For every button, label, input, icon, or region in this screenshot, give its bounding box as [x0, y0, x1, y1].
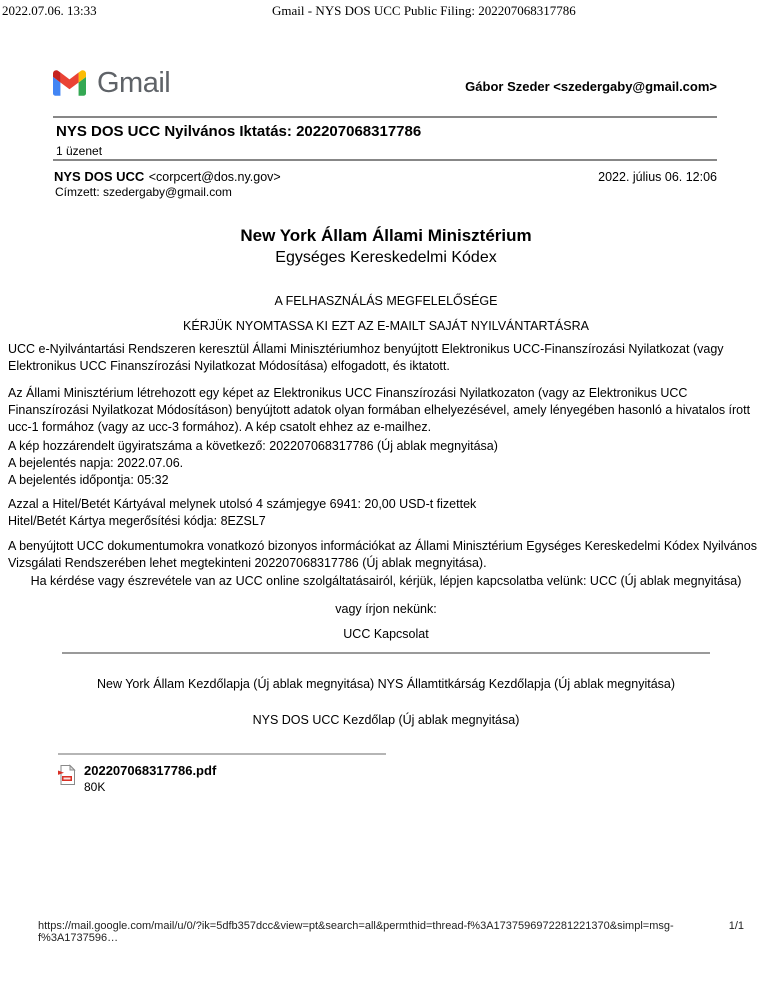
email-body [8, 221, 764, 729]
account-owner: Gábor Szeder <szedergaby@gmail.com> [465, 78, 717, 94]
homepages-links-line: New York Állam Kezdőlapja (Új ablak megnyitása) NYS Államtitkárság Kezdőlapja (Új ablak megnyitása) [96, 677, 676, 691]
print-url: https://mail.google.com/mail/u/0/?ik=5dfb357dcc&view=pt&search=all&permthid=thread-f%3A1737596972281221370&simpl=msg-f%3A1737596… [38, 920, 674, 944]
print-title: Gmail - NYS DOS UCC Public Filing: 202207068317786 [272, 3, 576, 18]
message-date: 2022. július 06. 12:06 [598, 170, 717, 184]
thread-subject: NYS DOS UCC Nyilvános Iktatás: 202207068317786 [56, 123, 422, 140]
paragraph-filing-accepted: UCC e-Nyilvántartási Rendszeren keresztül Állami Minisztériumhoz benyújtott Elektronikus UCC-Finanszírozási Nyilatkozat (vagy Elektronikus UCC Finanszírozási Nyilatkozat Módosítása) elfogadott, és iktatott. [8, 342, 724, 373]
page-number: 1/1 [728, 920, 744, 932]
print-footer [38, 920, 744, 944]
print-instruction: KÉRJÜK NYOMTASSA KI EZT AZ E-MAILT SAJÁT NYILVÁNTARTÁSRA [183, 319, 589, 333]
attachment-size: 80K [84, 780, 106, 794]
contact-line: Ha kérdése vagy észrevétele van az UCC online szolgáltatásairól, kérjük, lépjen kapcsolatba velünk: UCC (Új ablak megnyitása) [30, 574, 742, 588]
filing-info-group [8, 438, 764, 489]
body-heading-1: New York Állam Állami Minisztérium [240, 226, 532, 245]
pdf-file-icon[interactable] [58, 764, 76, 786]
paragraph-public-inquiry: A benyújtott UCC dokumentumokra vonatkozó bizonyos információkat az Állami Minisztérium Egységes Kereskedelmi Kódex Nyilvános Vizsgálati Rendszerében lehet megtekinteni 202207068317786 (Új ablak megnyitása). [8, 539, 757, 570]
sender-name: NYS DOS UCC [54, 169, 145, 184]
sender-email: <corpcert@dos.ny.gov> [148, 170, 281, 184]
usage-notice: A FELHASZNÁLÁS MEGFELELŐSÉGE [274, 294, 498, 308]
message-header-row [54, 168, 717, 186]
attachment-section [58, 753, 386, 794]
print-timestamp: 2022.07.06. 13:33 [2, 3, 97, 18]
ucc-contact-link: UCC Kapcsolat [343, 627, 429, 641]
or-write-line: vagy írjon nekünk: [335, 602, 437, 616]
message-count: 1 üzenet [56, 144, 103, 158]
recipient: Címzett: szedergaby@gmail.com [55, 185, 232, 199]
gmail-m-icon [53, 70, 86, 96]
confirmation-code-line: Hitel/Betét Kártya megerősítési kódja: 8EZSL7 [8, 514, 266, 528]
gmail-logo [53, 67, 170, 100]
payment-line: Azzal a Hitel/Betét Kártyával melynek utolsó 4 számjegye 6941: 20,00 USD-t fizettek [8, 497, 477, 511]
ucc-home-link-line: NYS DOS UCC Kezdőlap (Új ablak megnyitása) [252, 713, 520, 727]
attachment-divider [58, 753, 386, 755]
attachment-filename[interactable]: 202207068317786.pdf [84, 763, 217, 778]
file-number-line: A kép hozzárendelt ügyiratszáma a következő: 202207068317786 (Új ablak megnyitása) [8, 439, 498, 453]
paragraph-image-created: Az Állami Minisztérium létrehozott egy képet az Elektronikus UCC Finanszírozási Nyilatkozaton (vagy az Elektronikus UCC Finanszírozási Nyilatkozat Módosításon) benyújtott adatok olyan formában elhelyezésével, amely lényegében hasonló a hivatalos írott ucc-1 formához (vagy az ucc-3 formához). A kép csatolt ehhez az e-mailhez. [8, 386, 751, 434]
gmail-header-row [53, 62, 717, 104]
filing-date-line: A bejelentés napja: 2022.07.06. [8, 456, 184, 470]
payment-info-group [8, 496, 764, 530]
filing-time-line: A bejelentés időpontja: 05:32 [8, 473, 169, 487]
attachment-meta [84, 763, 216, 794]
sender [54, 168, 281, 186]
body-heading-2: Egységes Kereskedelmi Kódex [275, 249, 497, 266]
attachment-item [58, 763, 386, 794]
gmail-logo-text: Gmail [97, 66, 171, 99]
header-divider-top [53, 116, 717, 118]
body-divider [62, 652, 710, 654]
header-divider-bottom [53, 159, 717, 161]
